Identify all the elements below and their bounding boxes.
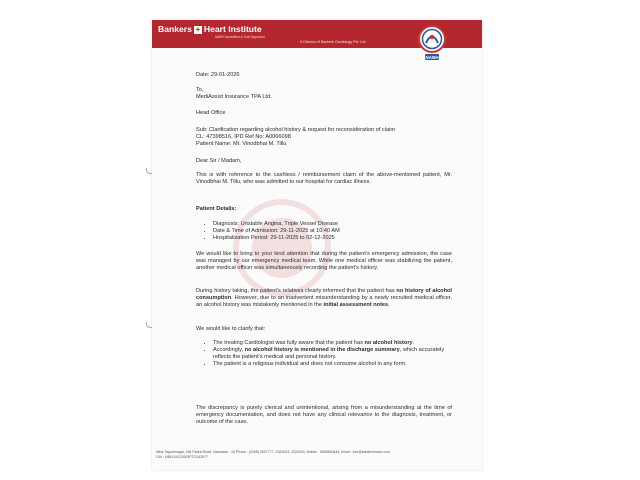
detail-admission: • Date & Time of Admission: 29-11-2025 at 10:40 AM xyxy=(213,228,452,235)
detail-hospitalization: • Hospitalization Period: 29-11-2025 to 02-12-2025 xyxy=(213,235,452,242)
brand-name-part-2: Heart Institute xyxy=(203,24,262,34)
paragraph-history xyxy=(196,288,452,309)
history-emphasis-1: no history of alcohol consumption xyxy=(196,288,452,302)
clarify-intro: We would like to clarify that: xyxy=(196,326,266,332)
division-line: A Division of Bankers Cardiology Pvt. Ltd. xyxy=(300,40,367,44)
history-emphasis-2: initial assessment notes xyxy=(323,302,389,309)
intro-paragraph: This is with reference to the cashless / reimbursement claim of the above-mentioned patient, Mr. Vinodbhai M. Tillu, who was admitted to our hospital for cardiac illness. xyxy=(196,172,452,186)
brand-name-part-1: Bankers xyxy=(158,24,192,34)
clarify-item-discharge xyxy=(213,347,452,361)
clarify-1-text: The treating Cardiologist was fully aware that the patient has xyxy=(213,340,365,346)
letterhead-footer xyxy=(156,450,480,461)
clarify-1-end: . xyxy=(412,340,415,346)
salutation: Dear Sir / Madam, xyxy=(196,158,242,164)
patient-name: Patient Name: Mr. Vinodbhai M. Tillu xyxy=(196,141,287,148)
footer-address: Near Tagorenagar, Old Padra Road, Vadodara - 15 Phone : (0265) 2607777, 2324004, 2320404, Mobile : 9898540444, email : info@bankersheart.com xyxy=(156,450,390,454)
office-line: Head Office xyxy=(196,110,226,116)
heart-cross-icon: + xyxy=(195,24,201,34)
punch-hole-mark-top xyxy=(146,168,152,174)
claim-reference: CL: 47398516, IPD Ref No: A0066098 xyxy=(196,134,291,141)
patient-details-heading: Patient Details: xyxy=(196,206,237,212)
history-text-3: . xyxy=(388,302,390,309)
letter-date: Date: 29-01-2026 xyxy=(196,72,240,78)
to-line: To, xyxy=(196,87,204,93)
clarify-2-emphasis: no alcohol history is mentioned in the discharge summary xyxy=(244,347,400,354)
recipient-block xyxy=(196,87,452,101)
paragraph-emergency: We would like to bring to your kind attention that during the patient's emergency admission, the case was managed by our emergency medical team. While one medical officer was stabilizing the patient, another medical officer was simultaneously recording the patient's history. xyxy=(196,251,452,272)
history-text-2: . However, due to an inadvertent misunderstanding by a newly recruited medical officer, an alcohol history was mistakenly mentioned in the xyxy=(196,295,452,309)
clarify-2-text: Accordingly, xyxy=(213,347,245,354)
hospital-logo-text xyxy=(158,24,262,34)
letter-page xyxy=(152,20,482,470)
history-text-1: During history taking, the patient's relatives clearly informed that the patient has xyxy=(196,288,397,294)
punch-hole-mark-bottom xyxy=(146,322,152,328)
footer-cin: CIN : U85110GJ2003PTC042677 xyxy=(156,455,208,460)
clarify-list xyxy=(196,340,452,368)
detail-diagnosis: • Diagnosis: Unstable Angina, Triple Vessel Disease xyxy=(213,221,452,228)
subject-block xyxy=(196,127,452,148)
clarify-item-cardiologist xyxy=(213,340,452,347)
nabh-badge-icon xyxy=(416,24,448,62)
addressee: MediAssist Insurance TPA Ltd. xyxy=(196,94,272,101)
clarify-1-emphasis: no alcohol history xyxy=(364,340,413,346)
subject-line: Sub: Clarification regarding alcohol history & request for reconsideration of claim xyxy=(196,127,395,133)
patient-details-list xyxy=(196,221,452,242)
clarify-2-end: , which accurately reflects the patient's medical and personal history. xyxy=(213,347,445,361)
badge-label: NABH xyxy=(425,54,439,60)
accreditation-line: NABH Accredited & Govt Approved xyxy=(215,35,265,39)
clarify-item-religious: • The patient is a religious individual and does not consume alcohol in any form. xyxy=(213,361,452,368)
closing-paragraph: The discrepancy is purely clerical and unintentional, arising from a misunderstanding at the time of emergency documentation, and does not have any clinical relevance to the diagnosis, treatment, or outcome of the case. xyxy=(196,405,452,426)
